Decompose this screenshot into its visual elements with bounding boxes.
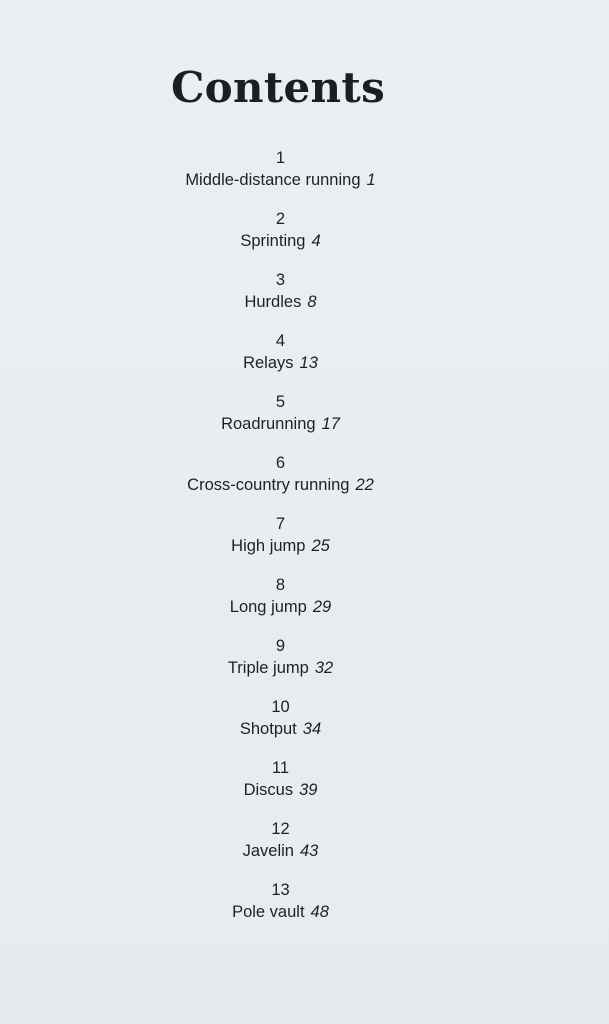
page-number: 8 [307, 293, 317, 311]
page-number: 22 [355, 476, 374, 494]
chapter-line [0, 352, 561, 374]
table-of-contents [0, 148, 561, 941]
toc-entry [0, 758, 561, 819]
chapter-number: 4 [275, 332, 286, 350]
page-number: 4 [311, 232, 321, 250]
toc-entry [0, 697, 561, 758]
chapter-line [0, 474, 561, 496]
page-number: 17 [321, 415, 340, 433]
chapter-title: Hurdles [244, 293, 302, 311]
chapter-title: Shotput [239, 720, 297, 738]
toc-entry [0, 453, 561, 514]
chapter-line [0, 901, 561, 923]
page-number: 48 [310, 903, 329, 921]
chapter-line [0, 535, 561, 557]
toc-entry [0, 880, 561, 941]
chapter-title: High jump [231, 537, 306, 555]
page-number: 39 [299, 781, 318, 799]
page-number: 43 [300, 842, 319, 860]
chapter-number: 10 [271, 698, 290, 716]
toc-entry [0, 575, 561, 636]
chapter-line [0, 169, 561, 191]
chapter-title: Long jump [229, 598, 307, 616]
chapter-line [0, 596, 561, 618]
chapter-number: 2 [275, 210, 286, 228]
toc-entry [0, 148, 561, 209]
chapter-title: Middle-distance running [185, 171, 361, 189]
chapter-title: Triple jump [227, 659, 309, 677]
chapter-title: Relays [243, 354, 294, 372]
chapter-number: 7 [275, 515, 286, 533]
page-number: 29 [312, 598, 332, 616]
page-number: 34 [302, 720, 322, 738]
chapter-line [0, 840, 561, 862]
chapter-number: 6 [275, 454, 286, 472]
chapter-title: Pole vault [232, 903, 305, 921]
chapter-line [0, 657, 561, 679]
page-number: 32 [314, 659, 334, 677]
toc-entry [0, 514, 561, 575]
chapter-line [0, 718, 561, 740]
chapter-number: 1 [275, 149, 286, 167]
chapter-number: 3 [275, 271, 286, 289]
toc-entry [0, 636, 561, 697]
chapter-line [0, 779, 561, 801]
chapter-line [0, 413, 561, 435]
chapter-line [0, 230, 561, 252]
chapter-title: Cross-country running [187, 476, 350, 494]
chapter-number: 12 [271, 820, 290, 838]
toc-entry [0, 331, 561, 392]
chapter-title: Roadrunning [221, 415, 316, 433]
toc-entry [0, 392, 561, 453]
chapter-title: Discus [243, 781, 294, 799]
toc-entry [0, 270, 561, 331]
toc-entry [0, 819, 561, 880]
chapter-title: Javelin [242, 842, 294, 860]
toc-entry [0, 209, 561, 270]
chapter-number: 11 [271, 759, 290, 777]
chapter-number: 5 [275, 393, 286, 411]
page-number: 13 [299, 354, 318, 372]
page-number: 25 [311, 537, 330, 555]
page-title: Contents [170, 63, 386, 113]
chapter-number: 13 [271, 881, 290, 899]
chapter-number: 8 [275, 576, 286, 594]
page-number: 1 [366, 171, 376, 189]
chapter-title: Sprinting [240, 232, 306, 250]
chapter-line [0, 291, 561, 313]
chapter-number: 9 [275, 637, 286, 655]
